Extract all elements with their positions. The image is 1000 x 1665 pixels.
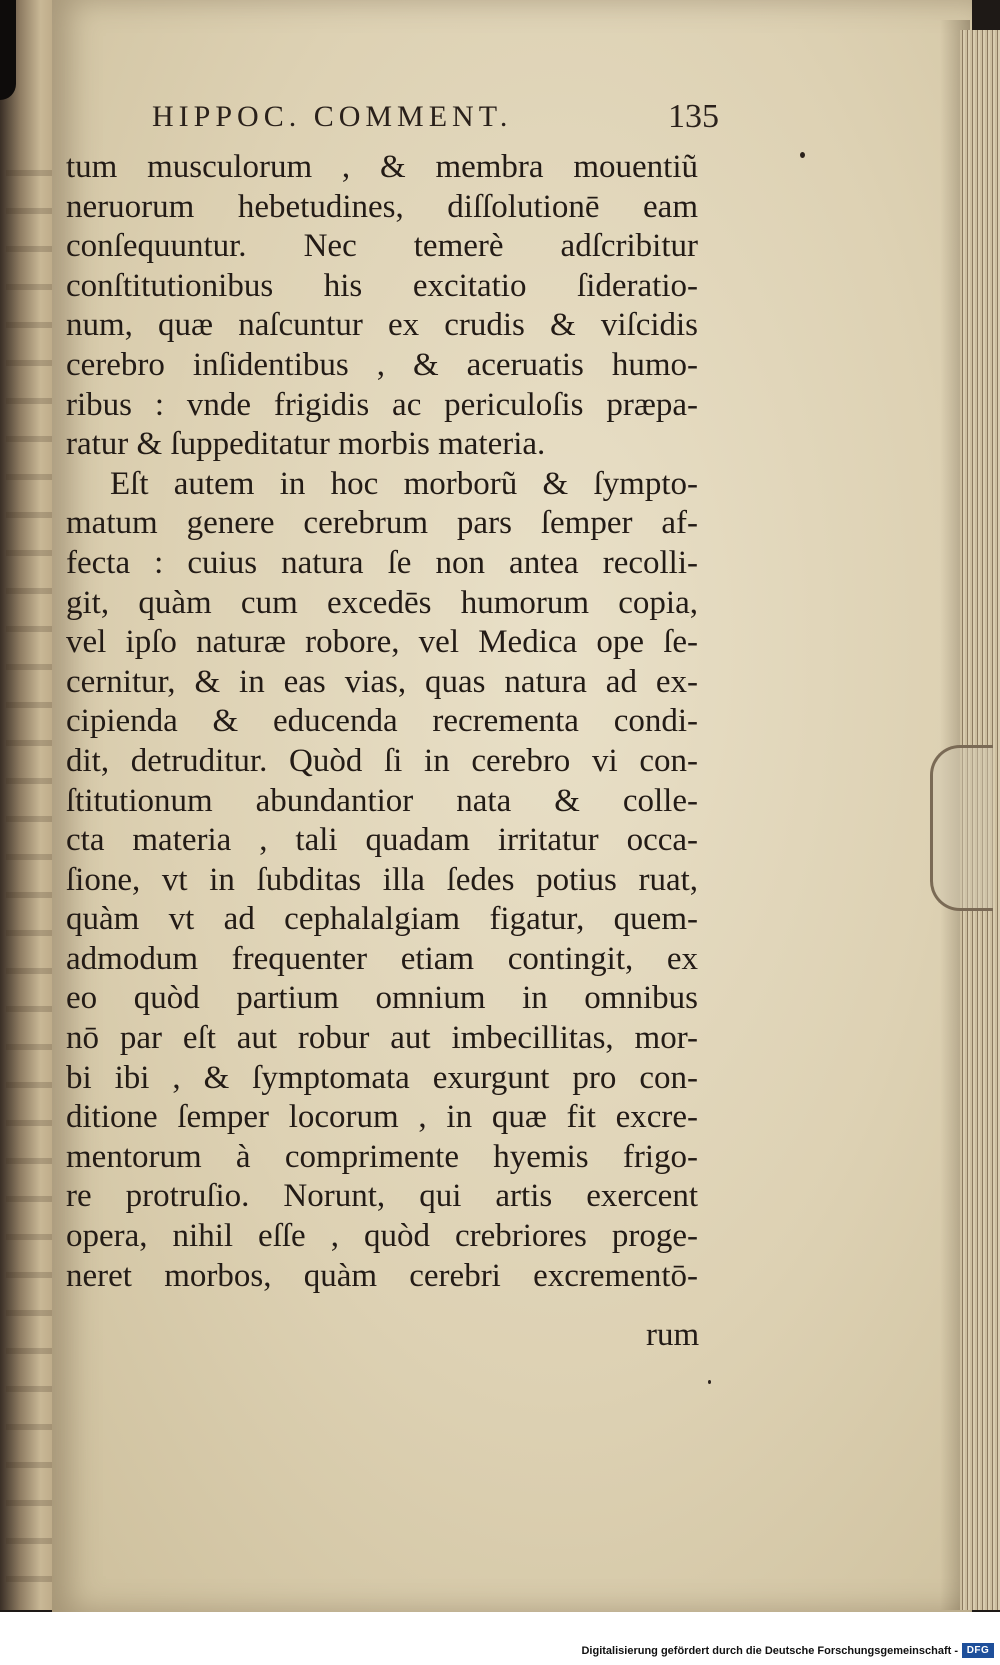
previous-page-edge: [0, 0, 58, 1610]
text-line: fecta : cuius natura ſe non antea recolli-: [66, 544, 698, 581]
text-line: neret morbos, quàm cerebri excrementō-: [66, 1257, 699, 1294]
text-line: cipienda & educenda recrementa condi-: [66, 703, 699, 740]
scan-corner-shadow: [0, 0, 16, 100]
text-line: opera, nihil eſſe , quòd crebriores proge-: [66, 1218, 699, 1255]
text-line: admodum frequenter etiam contingit, ex: [66, 940, 699, 977]
text-line: ſtitutionum abundantior nata & colle-: [66, 782, 698, 819]
text-line: vel ipſo naturæ robore, vel Medica ope ſe-: [66, 624, 699, 661]
text-line: num, quæ naſcuntur ex crudis & viſcidis: [66, 307, 699, 344]
text-line: mentorum à comprimente hyemis frigo-: [66, 1138, 699, 1175]
text-line: ratur & ſuppeditatur morbis materia.: [66, 426, 546, 463]
running-head: HIPPOC. COMMENT.: [152, 100, 513, 133]
text-line: neruorum hebetudines, diſſolutionē eam: [66, 188, 698, 225]
text-line: git, quàm cum excedēs humorum copia,: [66, 584, 698, 621]
text-line: Eſt autem in hoc morborũ & ſympto-: [110, 465, 698, 502]
text-line: ribus : vnde frigidis ac periculoſis præpa-: [66, 386, 698, 423]
text-line: cerebro inſidentibus , & aceruatis humo-: [66, 346, 698, 383]
text-line: cta materia , tali quadam irritatur occa-: [66, 822, 699, 859]
text-line: cernitur, & in eas vias, quas natura ad ex-: [66, 663, 699, 700]
dfg-logo: DFG: [962, 1643, 994, 1658]
text-line: nō par eſt aut robur aut imbecillitas, mor-: [66, 1020, 699, 1057]
catchword: rum: [646, 1317, 700, 1353]
text-line: tum musculorum , & membra mouentiũ: [66, 149, 699, 185]
footer-bar: [0, 1612, 1000, 1665]
text-line: bi ibi , & ſymptomata exurgunt pro con-: [66, 1059, 698, 1096]
text-line: ſione, vt in ſubditas illa ſedes potius ruat,: [66, 861, 699, 898]
text-line: conſequuntur. Nec temerè adſcribitur: [66, 228, 699, 265]
previous-page-text-ghost: [6, 170, 54, 1665]
page-number: 135: [668, 98, 719, 135]
text-line: matum genere cerebrum pars ſemper af-: [66, 505, 698, 542]
text-line: dit, detruditur. Quòd ſi in cerebro vi con-: [66, 742, 698, 779]
bookmark-clip: [930, 745, 993, 911]
ink-fleck: [708, 1380, 711, 1384]
text-line: ditione ſemper locorum , in quæ fit excre-: [66, 1099, 699, 1136]
ink-fleck: [800, 152, 805, 158]
digitization-credit: Digitalisierung gefördert durch die Deutsche Forschungsgemeinschaft -: [581, 1645, 958, 1657]
text-line: re protruſio. Norunt, qui artis exercent: [66, 1178, 698, 1215]
text-line: conſtitutionibus his excitatio ſideratio-: [66, 267, 698, 304]
page-body-text: [66, 148, 698, 1296]
text-line: eo quòd partium omnium in omnibus: [66, 980, 698, 1017]
text-line: quàm vt ad cephalalgiam figatur, quem-: [66, 901, 698, 938]
